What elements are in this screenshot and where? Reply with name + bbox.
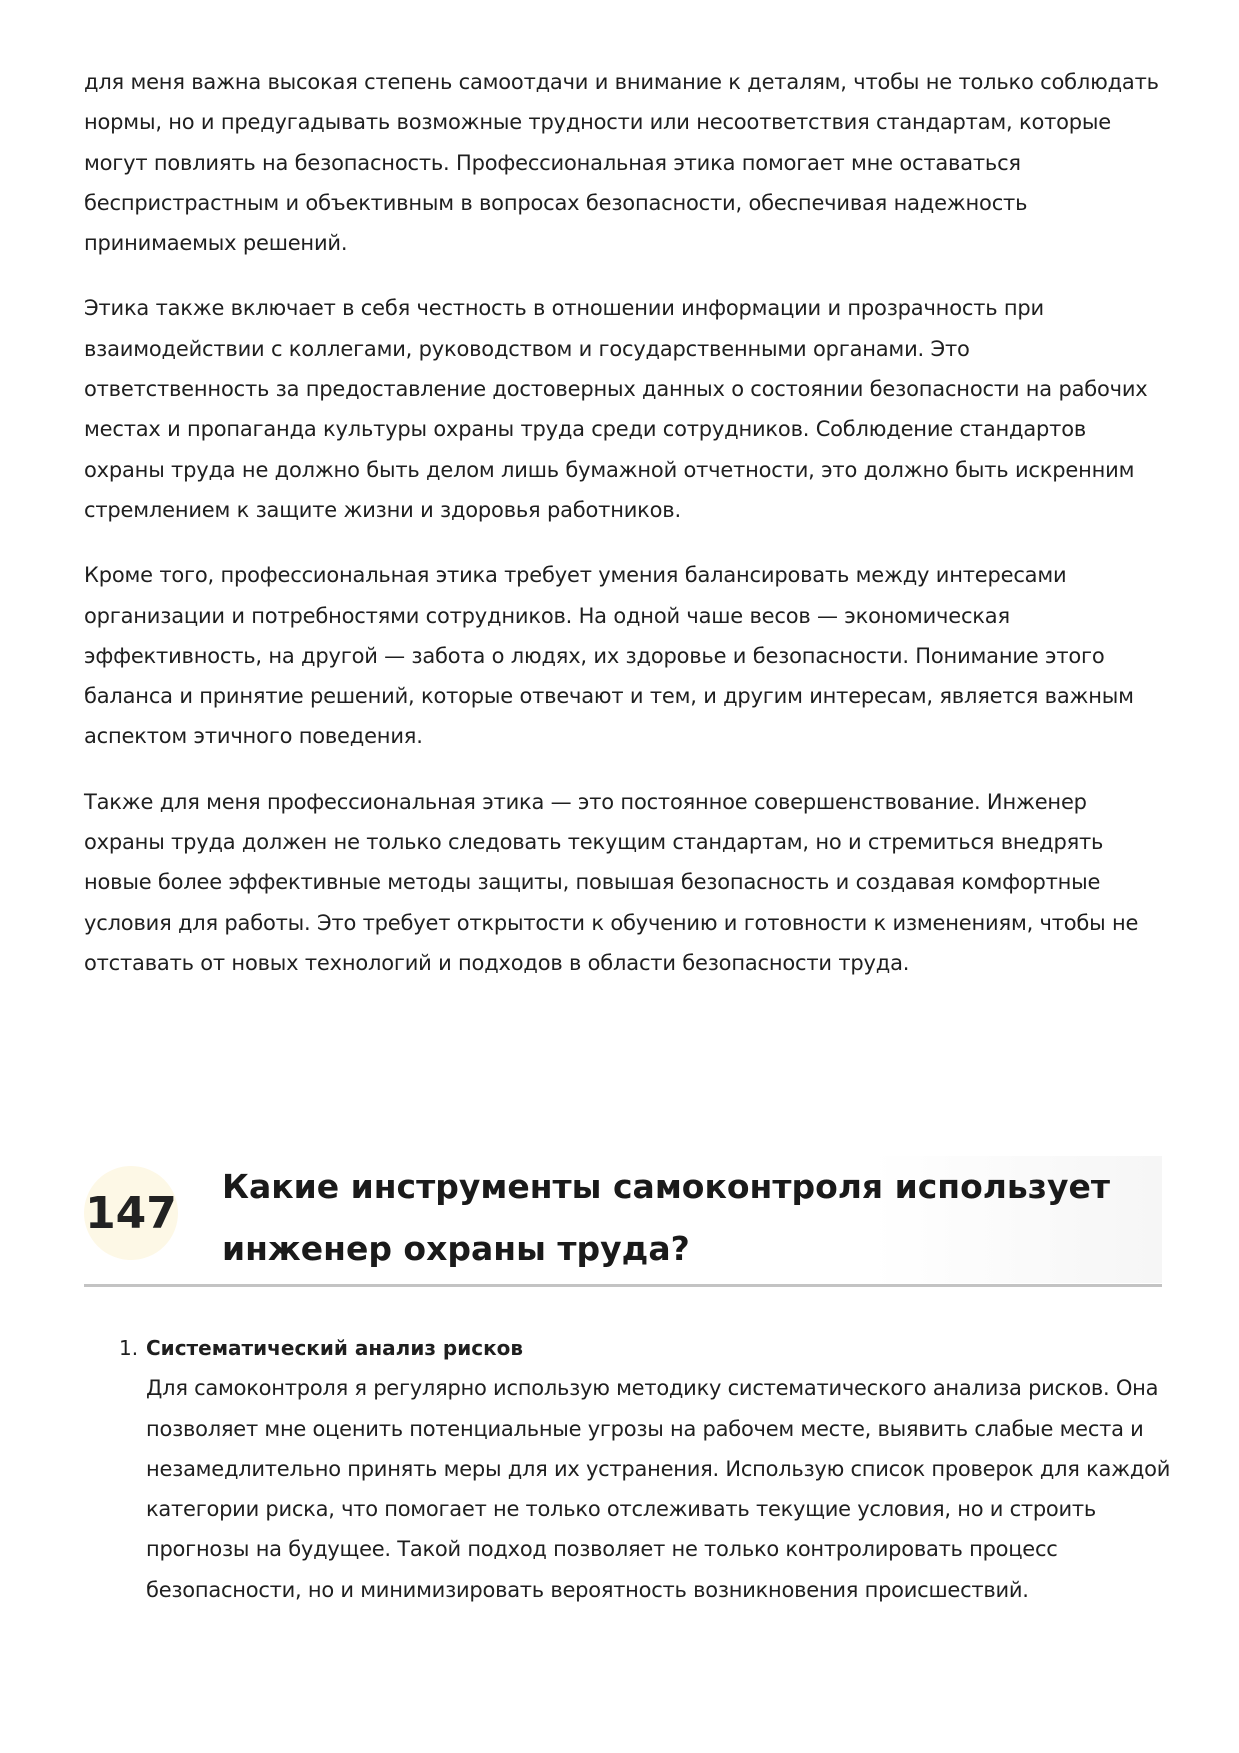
body-text — [84, 62, 1160, 983]
paragraph: Этика также включает в себя честность в отношении информации и прозрачность при взаимодействии с коллегами, руководством и государственными органами. Это ответственность за предоставление достоверных данных о состоянии безопасности на рабочих местах и пропаганда культуры охраны труда среди сотрудников. Соблюдение стандартов охраны труда не должно быть делом лишь бумажной отчетности, это должно быть искренним стремлением к защите жизни и здоровья работников. — [84, 296, 1148, 522]
question-header — [84, 1156, 1162, 1286]
question-divider — [84, 1284, 1162, 1287]
list-item-title: Систематический анализ рисков — [146, 1336, 524, 1360]
question-title: Какие инструменты самоконтроля использует инженер охраны труда? — [222, 1167, 1110, 1268]
paragraph: Кроме того, профессиональная этика требует умения балансировать между интересами организации и потребностями сотрудников. На одной чаше весов — экономическая эффективность, на другой — забота о людях, их здоровье и безопасности. Понимание этого баланса и принятие решений, которые отвечают и тем, и другим интересам, является важным аспектом этичного поведения. — [84, 563, 1134, 749]
list-item-number: 1. — [119, 1336, 139, 1360]
list-item — [84, 1328, 1174, 1610]
list-item-text: Для самоконтроля я регулярно использую методику систематического анализа рисков. Она позволяет мне оценить потенциальные угрозы на рабочем месте, выявить слабые места и незамедлительно принять меры для их устранения. Использую список проверок для каждой категории риска, что помогает не только отслеживать текущие условия, но и строить прогнозы на будущее. Такой подход позволяет не только контролировать процесс безопасности, но и минимизировать вероятность возникновения происшествий. — [146, 1376, 1171, 1602]
paragraph: Также для меня профессиональная этика — это постоянное совершенствование. Инженер охраны труда должен не только следовать текущим стандартам, но и стремиться внедрять новые более эффективные методы защиты, повышая безопасность и создавая комфортные условия для работы. Это требует открытости к обучению и готовности к изменениям, чтобы не отставать от новых технологий и подходов в области безопасности труда. — [84, 789, 1139, 975]
question-number-badge: 147 — [84, 1166, 178, 1260]
answer-list — [84, 1328, 1174, 1610]
paragraph: для меня важна высокая степень самоотдачи и внимание к деталям, чтобы не только соблюдать нормы, но и предугадывать возможные трудности или несоответствия стандартам, которые могут повлиять на безопасность. Профессиональная этика помогает мне оставаться беспристрастным и объективным в вопросах безопасности, обеспечивая надежность принимаемых решений. — [84, 70, 1159, 256]
